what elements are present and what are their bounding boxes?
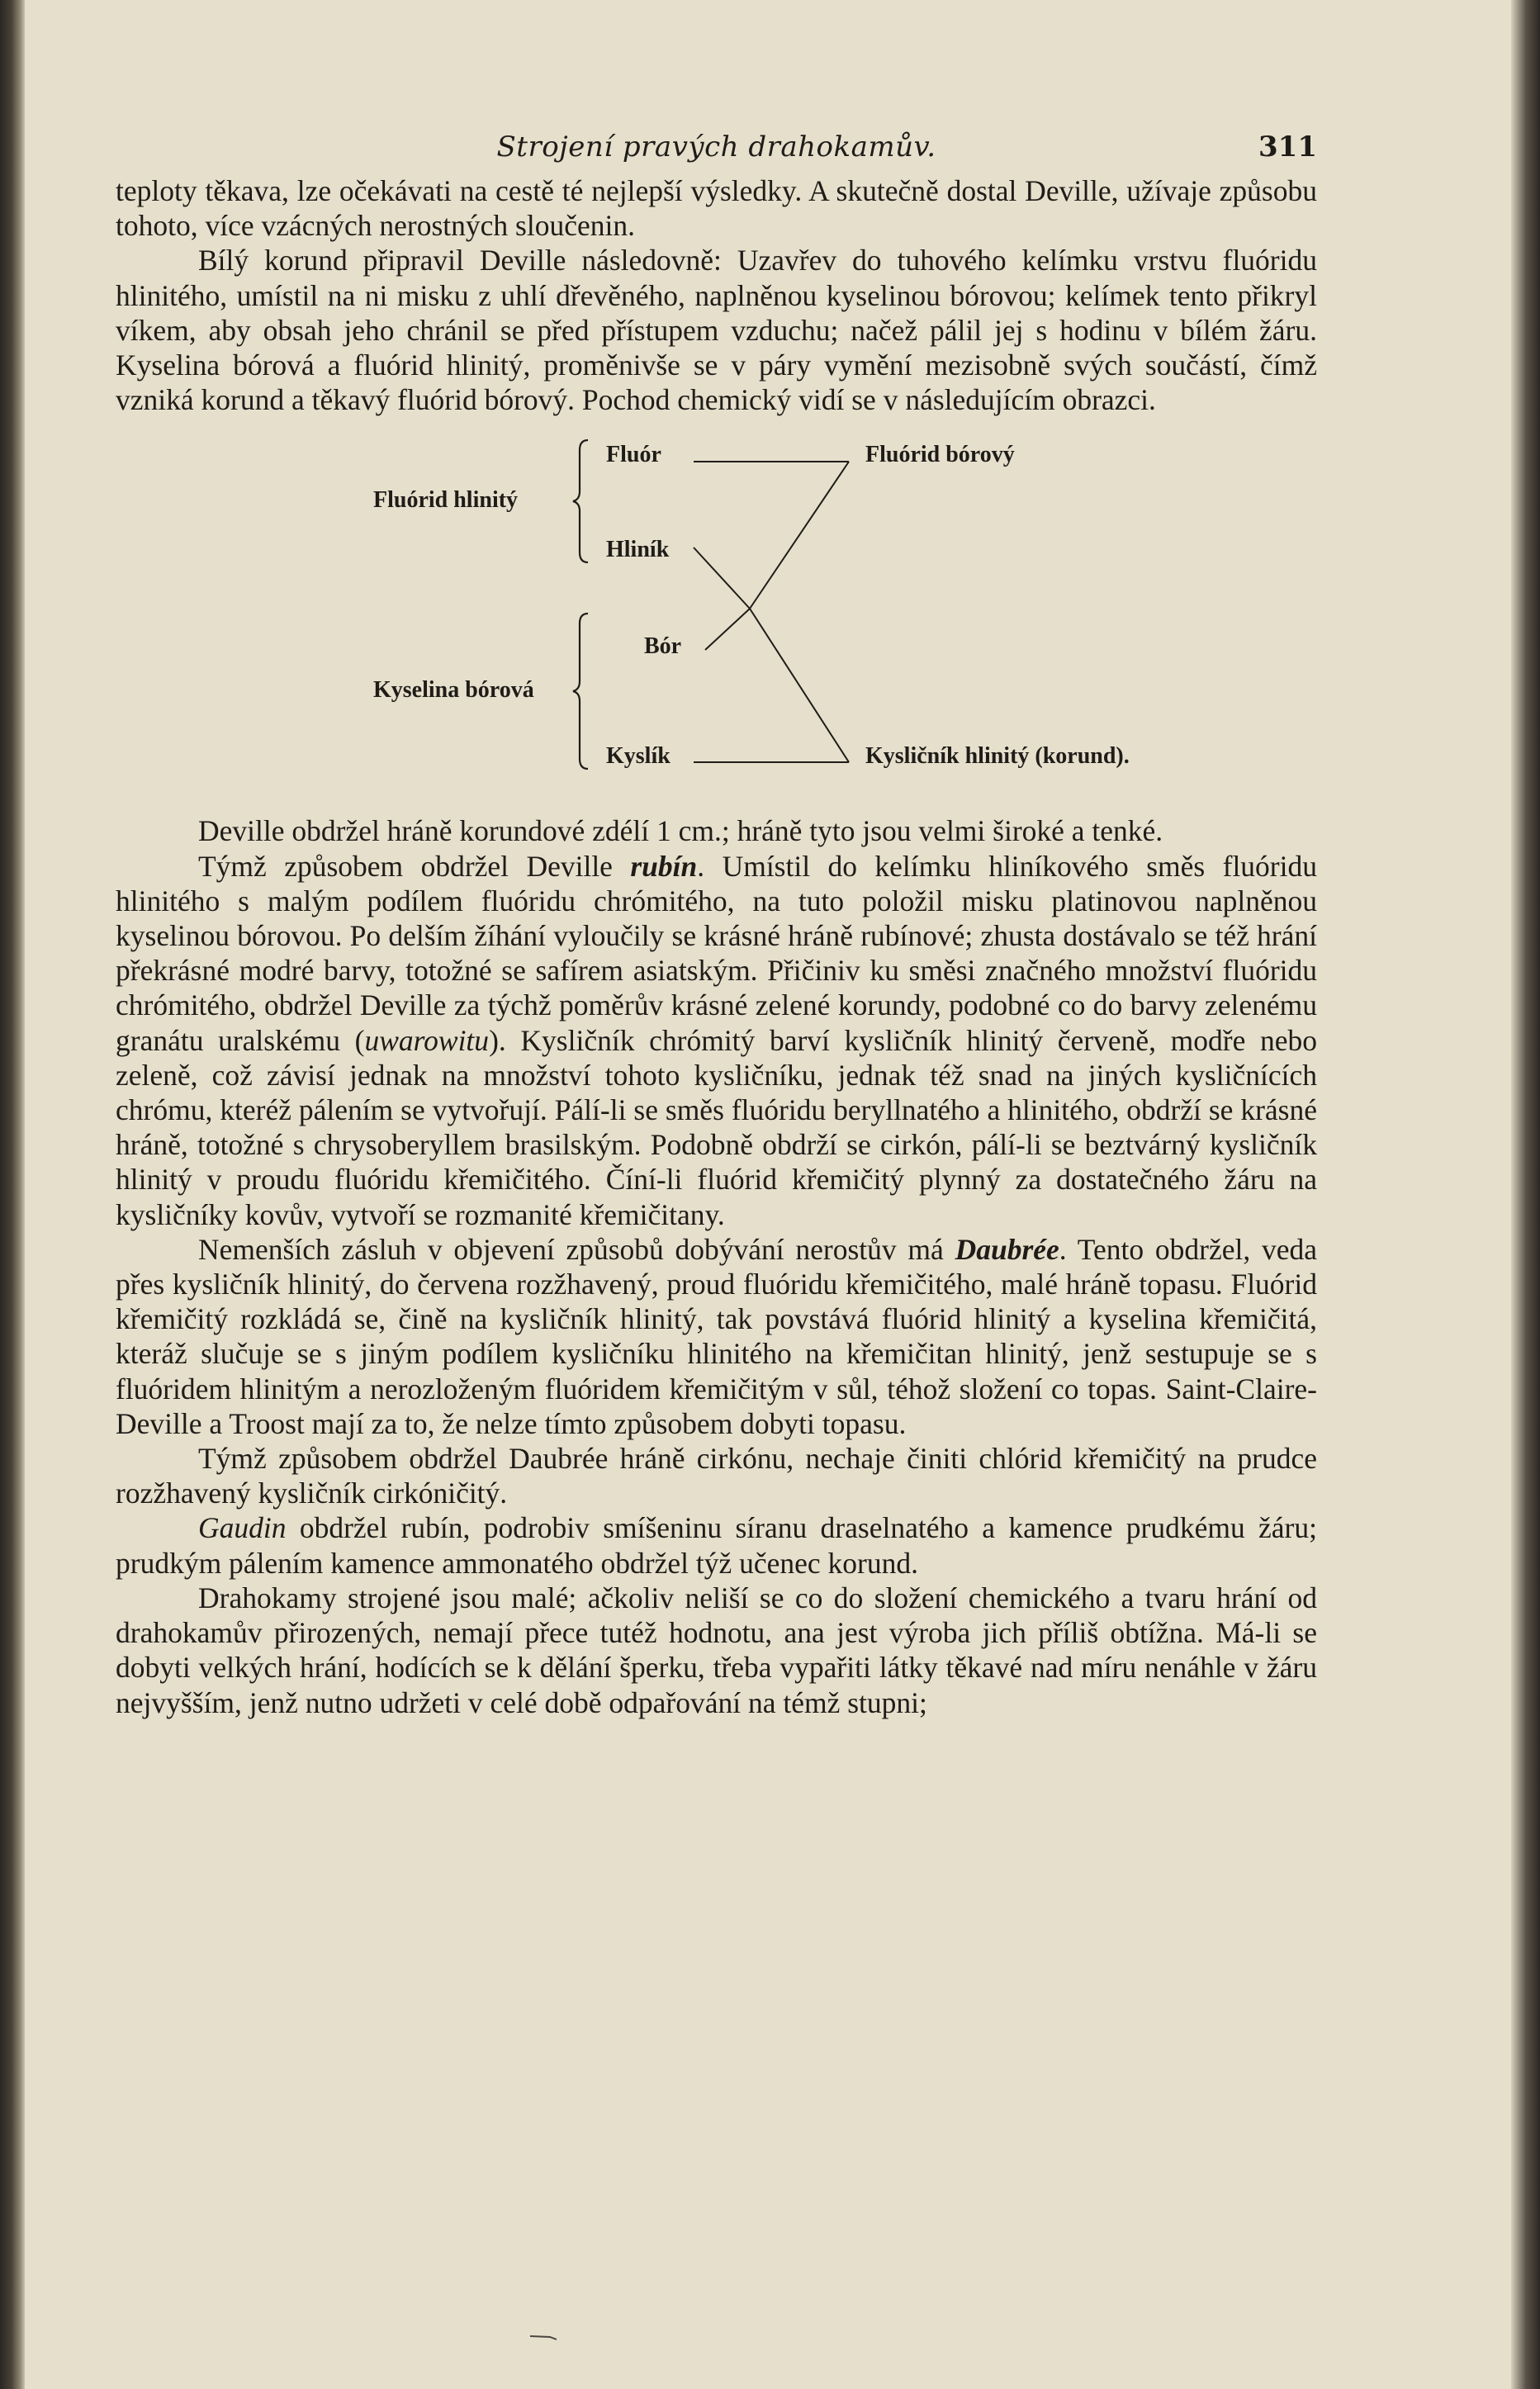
footer-mark [528,2333,562,2341]
page-edge [1511,0,1540,2389]
p4-part-a: Týmž způsobem obdržel Deville [198,849,631,883]
term-rubin: rubín [630,849,698,883]
book-binding [0,0,25,2389]
label-fluor: Fluór [606,442,661,468]
line-hlinik-to-kyslicnik [750,609,849,762]
reaction-diagram [116,434,1317,813]
term-uwarowitu: uwarowitu [364,1023,490,1057]
label-fluorid-hlinity: Fluórid hlinitý [373,487,519,514]
p5-part-a: Nemenších zásluh v objevení způsobů dobývání nerostův má [198,1232,955,1266]
paragraph-7 [116,1510,1317,1580]
page-number: 311 [1258,130,1317,164]
name-gaudin: Gaudin [198,1511,287,1545]
paragraph-4 [116,849,1317,1232]
line-hlinik [694,547,750,609]
label-hlinik: Hliník [606,537,670,563]
brace-top [573,440,588,562]
paragraph-2: Bílý korund připravil Deville následovně: Uzavřev do tuhového kelímku vrstvu fluóridu hlinitého, umístil na ni misku z uhlí dřevěného, naplněnou kyselinou bórovou; kelímek tento přikryl víkem, aby obsah jeho chránil se před přístupem vzduchu; načež pálil jej s hodinu v bílém žáru. Kyselina bórová a fluórid hlinitý, proměnivše se v páry vymění mezisobně svých součástí, čímž vzniká korund a těkavý fluórid bórový. Pochod chemický vidí se v následujícím obrazci. [116,244,1317,417]
paragraph-1: teploty těkava, lze očekávati na cestě té nejlepší výsledky. A skutečně dostal Deville, užívaje způsobu tohoto, více vzácných nerostných sloučenin. [116,174,1317,243]
diagram-lines [116,434,1317,813]
p5-part-b: . Tento obdržel, veda přes kysličník hlinitý, do červena rozžhavený, proud fluóridu křemičitého, malé hráně topasu. Fluórid křemičitý rozkládá se, čině na kysličník hlinitý, tak povstává fluórid hlinitý a kyselina křemičitá, kteráž slučuje se s jiným podílem kysličníku hlinitého na křemičitan hlinitý, jenž sestupuje se s fluóridem hlinitým a nerozloženým fluóridem křemičitým v sůl, téhož složení co topas. Saint-Claire-Deville a Troost mají za to, že nelze tímto způsobem dobyti topasu. [116,1232,1317,1440]
running-title: Strojení pravých drahokamův. [496,130,936,164]
p7-part-b: obdržel rubín, podrobiv smíšeninu síranu draselnatého a kamence prudkému žáru; prudkým pálením kamence ammonatého obdržel týž učenec korund. [116,1511,1317,1580]
name-daubree: Daubrée [955,1232,1059,1266]
label-kyslicnik-hlinity: Kysličník hlinitý (korund). [865,743,1130,770]
p4-part-c: ). Kysličník chrómitý barví kysličník hlinitý červeně, modře nebo zeleně, což závisí jednak na množství tohoto kysličníku, jednak též snad na jiných kysličnících chrómu, kteréž pálením se vytvořují. Pálí-li se směs fluóridu beryllnatého a hlinitého, obdrží se krásné hráně, totožné s chrysoberyllem brasilským. Podobně obdrží se cirkón, pálí-li se beztvárný kysličník hlinitý v proudu fluóridu křemičitého. Číní-li fluórid křemičitý plynný za dostatečného žáru na kysličníky kovův, vytvoří se rozmanité křemičitany. [116,1023,1317,1231]
paragraph-5 [116,1232,1317,1441]
line-fluorid-borovy [750,462,849,609]
brace-bottom [573,614,588,769]
label-bor: Bór [644,633,682,660]
label-fluorid-borovy: Fluórid bórový [865,442,1015,468]
label-kyselina-borova: Kyselina bórová [373,677,534,704]
page-content [116,124,1317,1720]
label-kyslik: Kyslík [606,743,670,770]
line-bor [705,609,750,650]
paragraph-8: Drahokamy strojené jsou malé; ačkoliv neliší se co do složení chemického a tvaru hrání od drahokamův přirozených, nemají přece tutéž hodnotu, ana jest výroba jich příliš obtížna. Má-li se dobyti velkých hrání, hodících se k dělání šperku, třeba vypařiti látky těkavé nad míru nenáhle v žáru nejvyšším, jenž nutno udržeti v celé době odpařování na témž stupni; [116,1581,1317,1719]
paragraph-3: Deville obdržel hráně korundové zdélí 1 cm.; hráně tyto jsou velmi široké a tenké. [198,814,1163,848]
paragraph-6: Týmž způsobem obdržel Daubrée hráně cirkónu, nechaje činiti chlórid křemičitý na prudce rozžhavený kysličník cirkóničitý. [116,1442,1317,1510]
running-head [116,124,1317,173]
p4-part-b: . Umístil do kelímku hliníkového směs fluóridu hlinitého s malým podílem fluóridu chrómitého, na tuto položil misku platinovou naplněnou kyselinou bórovou. Po delším žíhání vyloučily se krásné hráně rubínové; zhusta dostávalo se též hrání překrásné modré barvy, totožné se safírem asiatským. Přičiniv ku směsi značného množství fluóridu chrómitého, obdržel Deville za týchž poměrův krásné zelené korundy, podobné co do barvy zelenému granátu uralskému ( [116,849,1317,1057]
